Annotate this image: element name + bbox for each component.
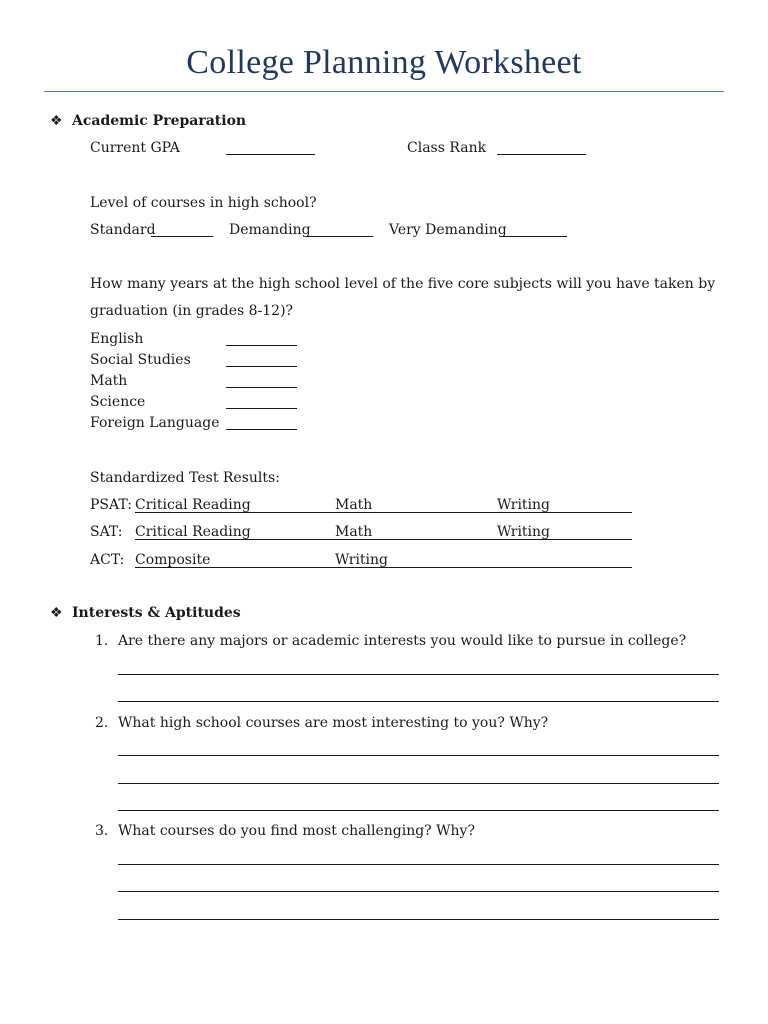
course-level-question: Level of courses in high school? (90, 195, 317, 211)
answer-line[interactable] (118, 755, 719, 756)
subject-blank-english[interactable] (226, 345, 297, 346)
answer-line[interactable] (118, 783, 719, 784)
answer-line[interactable] (118, 674, 719, 675)
page-title: College Planning Worksheet (186, 44, 582, 81)
psat-writing-label: Writing (497, 497, 551, 513)
subject-label-math: Math (90, 373, 128, 389)
section-heading-academic: Academic Preparation (72, 113, 247, 129)
sat-writing-label: Writing (497, 524, 551, 540)
very-demanding-blank[interactable] (500, 236, 567, 237)
question-number: 3. (95, 823, 109, 839)
question-text: What high school courses are most interesting to you? Why? (118, 715, 549, 731)
question-text: What courses do you find most challenging? Why? (118, 823, 475, 839)
class-rank-blank[interactable] (497, 154, 586, 155)
subject-blank-social-studies[interactable] (226, 366, 297, 367)
very-demanding-label: Very Demanding (389, 222, 507, 238)
question-number: 2. (95, 715, 109, 731)
psat-score-line[interactable] (135, 512, 632, 513)
answer-line[interactable] (118, 864, 719, 865)
act-composite-label: Composite (135, 552, 211, 568)
answer-line[interactable] (118, 919, 719, 920)
answer-line[interactable] (118, 810, 719, 811)
diamond-bullet-icon: ❖ (50, 605, 63, 621)
gpa-blank[interactable] (226, 154, 315, 155)
subject-blank-science[interactable] (226, 408, 297, 409)
gpa-label: Current GPA (90, 140, 180, 156)
act-writing-label: Writing (335, 552, 389, 568)
psat-critical-reading-label: Critical Reading (135, 497, 251, 513)
subject-label-foreign-language: Foreign Language (90, 415, 220, 431)
sat-critical-reading-label: Critical Reading (135, 524, 251, 540)
title-divider (44, 91, 724, 92)
class-rank-label: Class Rank (407, 140, 487, 156)
subject-label-social-studies: Social Studies (90, 352, 191, 368)
subject-label-english: English (90, 331, 144, 347)
core-years-question-line1: How many years at the high school level of the five core subjects will you have taken by (90, 276, 716, 292)
psat-math-label: Math (335, 497, 373, 513)
act-score-line[interactable] (135, 567, 632, 568)
answer-line[interactable] (118, 701, 719, 702)
standard-blank[interactable] (151, 236, 213, 237)
answer-line[interactable] (118, 891, 719, 892)
diamond-bullet-icon: ❖ (50, 113, 63, 129)
core-years-question-line2: graduation (in grades 8-12)? (90, 303, 294, 319)
subject-label-science: Science (90, 394, 146, 410)
question-number: 1. (95, 633, 109, 649)
test-results-heading: Standardized Test Results: (90, 470, 280, 486)
demanding-label: Demanding (229, 222, 311, 238)
subject-blank-math[interactable] (226, 387, 297, 388)
sat-label: SAT: (90, 524, 123, 540)
sat-math-label: Math (335, 524, 373, 540)
act-label: ACT: (90, 552, 125, 568)
question-text: Are there any majors or academic interests you would like to pursue in college? (118, 633, 687, 649)
demanding-blank[interactable] (306, 236, 373, 237)
subject-blank-foreign-language[interactable] (226, 429, 297, 430)
psat-label: PSAT: (90, 497, 132, 513)
section-heading-interests: Interests & Aptitudes (72, 605, 241, 621)
standard-label: Standard (90, 222, 156, 238)
sat-score-line[interactable] (135, 539, 632, 540)
